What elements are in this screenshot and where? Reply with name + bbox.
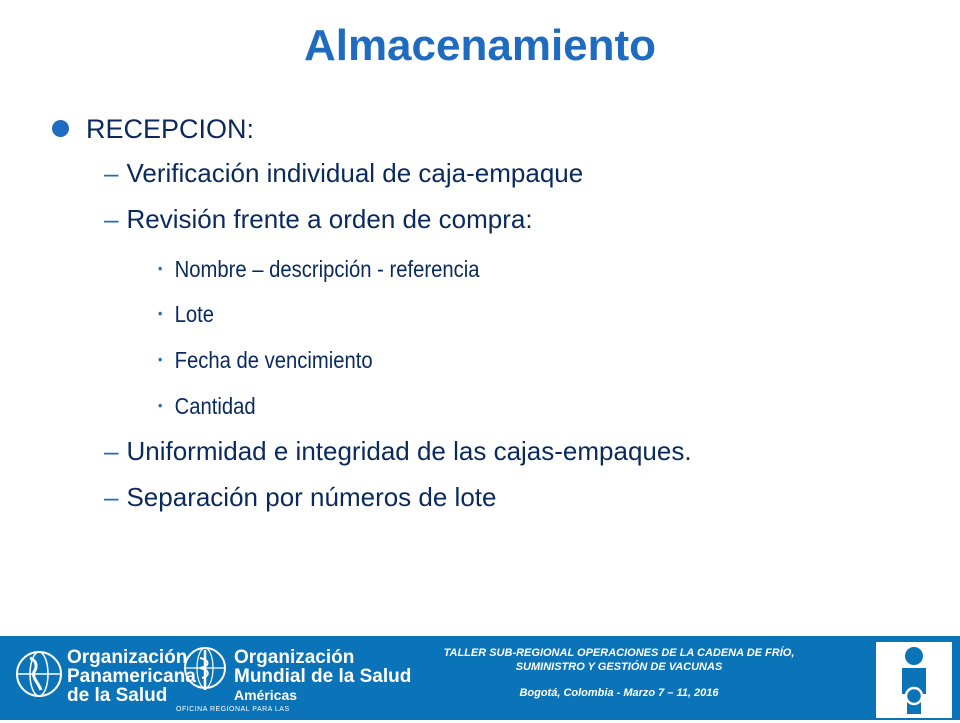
family-logo-badge — [876, 642, 952, 718]
footer-bar — [0, 636, 960, 720]
sub-list-item: • Cantidad — [158, 393, 256, 419]
event-caption: TALLER SUB-REGIONAL OPERACIONES DE LA CADENA DE FRÍO, SUMINISTRO Y GESTIÓN DE VACUNAS Bogotá, Colombia - Marzo 7 – 11, 2016 — [443, 647, 795, 699]
who-regional-tagline: OFICINA REGIONAL PARA LAS — [176, 706, 290, 713]
list-item: – Uniformidad e integridad de las cajas-empaques. — [104, 436, 692, 466]
section-heading: RECEPCION: — [52, 109, 254, 149]
paho-globe-icon — [14, 644, 64, 704]
sub-list-item: • Lote — [158, 301, 215, 327]
sub-list-item: • Nombre – descripción - referencia — [158, 256, 480, 282]
list-item: – Verificación individual de caja-empaque — [104, 158, 584, 188]
list-item: – Separación por números de lote — [104, 482, 497, 512]
round-bullet-icon — [52, 120, 69, 137]
family-immunization-icon — [876, 642, 952, 718]
sub-list-item: • Fecha de vencimiento — [158, 347, 373, 373]
paho-logo-text: Organización Panamericana de la Salud — [67, 647, 196, 706]
slide-title: Almacenamiento — [303, 21, 657, 70]
who-logo-text: Organización Mundial de la Salud Américas — [234, 647, 412, 703]
who-emblem-icon — [180, 644, 230, 696]
list-item: – Revisión frente a orden de compra: — [104, 204, 533, 234]
